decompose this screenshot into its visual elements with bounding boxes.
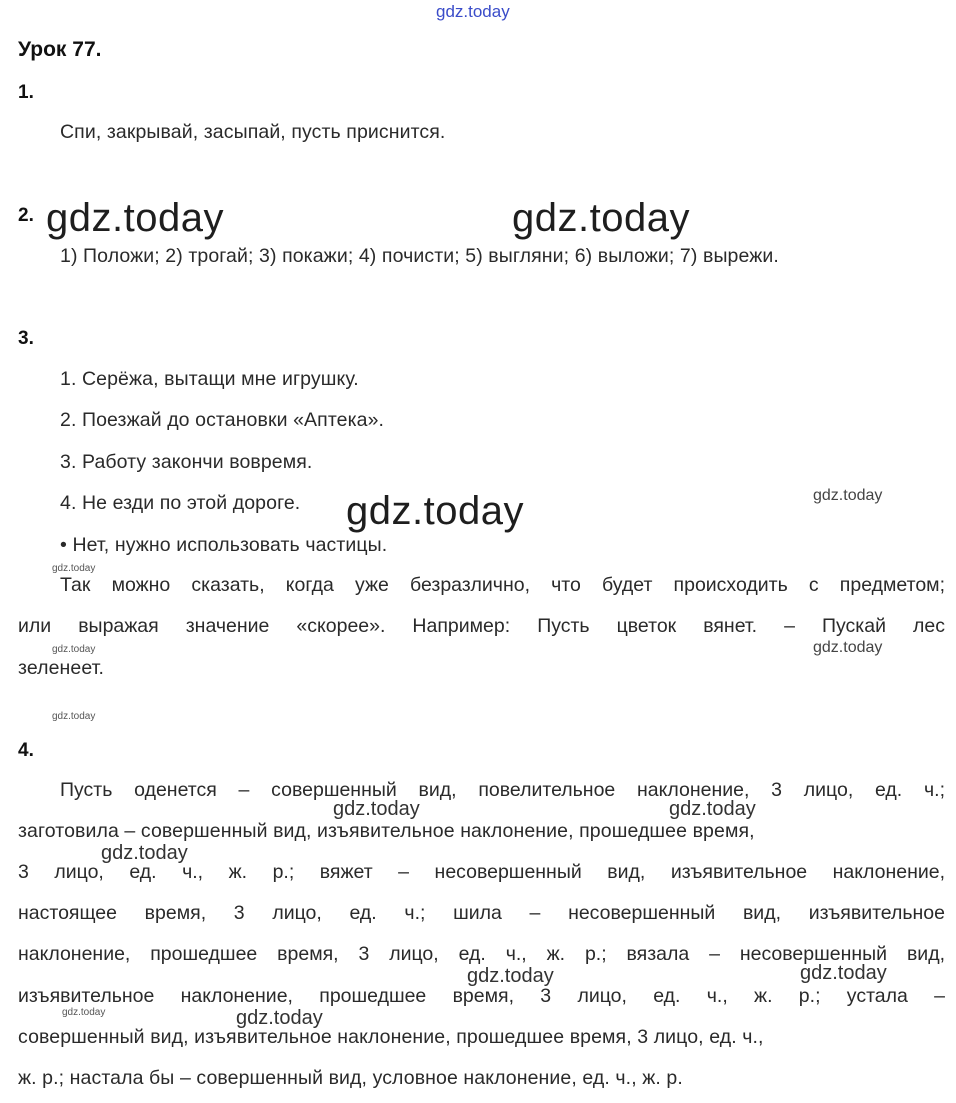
section-2-text: 1) Положи; 2) трогай; 3) покажи; 4) почисти; 5) выгляни; 6) выложи; 7) вырежи. [60,245,779,267]
section-4-number: 4. [18,740,34,761]
section-4-line: ж. р.; настала бы – совершенный вид, условное наклонение, ед. ч., ж. р. [18,1067,683,1089]
watermark-text: gdz.today [346,489,524,533]
section-4-line: заготовила – совершенный вид, изъявительное наклонение, прошедшее время, [18,820,755,842]
watermark-text: gdz.today [52,644,96,655]
section-2-number: 2. [18,205,34,226]
watermark-text: gdz.today [236,1007,323,1029]
watermark-text: gdz.today [512,196,690,240]
section-1-number: 1. [18,82,34,103]
list-item: 1. Серёжа, вытащи мне игрушку. [60,368,359,390]
watermark-text: gdz.today [52,563,96,574]
section-4-line: совершенный вид, изъявительное наклонение, прошедшее время, 3 лицо, ед. ч., [18,1026,764,1048]
watermark-text: gdz.today [333,798,420,820]
section-3-para-line: зеленеет. [18,657,105,679]
section-3-para-line: Так можно сказать, когда уже безразлично, что будет происходить с предметом; [60,574,945,596]
watermark-text: gdz.today [46,196,224,240]
watermark-text: gdz.today [813,487,883,504]
watermark-text: gdz.today [813,639,883,656]
watermark-text: gdz.today [52,711,96,722]
watermark-text: gdz.today [101,842,188,864]
section-4-line: Пусть оденется – совершенный вид, повелительное наклонение, 3 лицо, ед. ч.; [60,779,945,801]
watermark-text: gdz.today [436,2,510,21]
section-1-text: Спи, закрывай, засыпай, пусть приснится. [60,121,446,143]
section-3-bullet: • Нет, нужно использовать частицы. [60,534,388,556]
section-4-line: настоящее время, 3 лицо, ед. ч.; шила – несовершенный вид, изъявительное [18,902,945,924]
watermark-text: gdz.today [62,1007,106,1018]
list-item: 3. Работу закончи вовремя. [60,451,313,473]
watermark-text: gdz.today [467,965,554,987]
section-4-line: изъявительное наклонение, прошедшее время, 3 лицо, ед. ч., ж. р.; устала – [18,985,945,1007]
section-3-number: 3. [18,328,34,349]
watermark-text: gdz.today [800,962,887,984]
section-3-para-line: или выражая значение «скорее». Например: Пусть цветок вянет. – Пускай лес [18,615,945,637]
page-title: Урок 77. [18,38,102,61]
section-4-line: 3 лицо, ед. ч., ж. р.; вяжет – несовершенный вид, изъявительное наклонение, [18,861,945,883]
section-4-line: наклонение, прошедшее время, 3 лицо, ед. ч., ж. р.; вязала – несовершенный вид, [18,943,945,965]
list-item: 2. Поезжай до остановки «Аптека». [60,409,385,431]
list-item: 4. Не езди по этой дороге. [60,492,301,514]
watermark-text: gdz.today [669,798,756,820]
